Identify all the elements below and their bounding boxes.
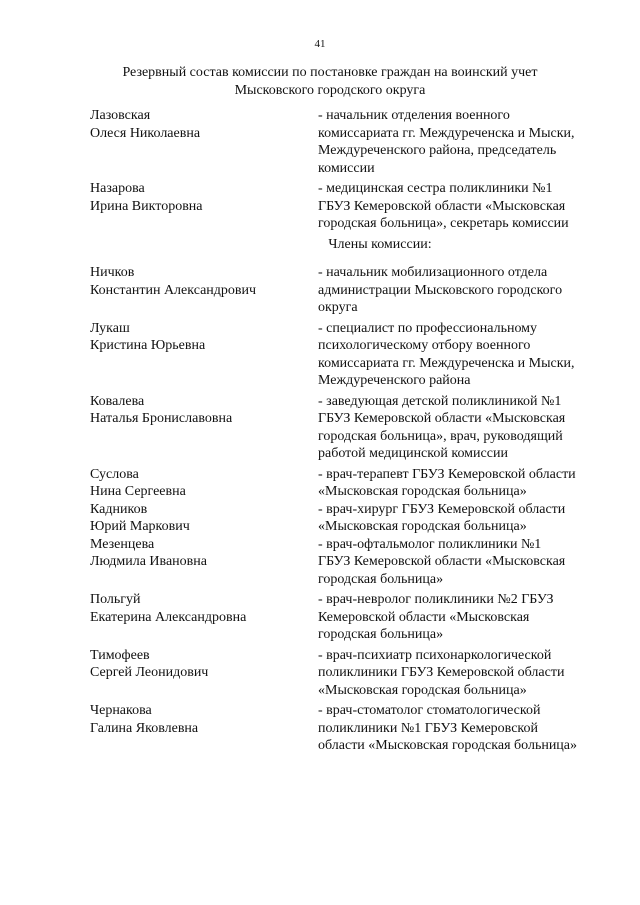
person-name [90, 591, 318, 644]
person-given-name: Наталья Брониславовна [90, 411, 233, 426]
person-surname: Тимофеев [90, 647, 150, 663]
person-given-name: Ирина Викторовна [90, 198, 203, 214]
role-line: городская больница», секретарь комиссии [318, 216, 569, 231]
person-name [90, 501, 318, 536]
role-line: округа [318, 300, 358, 315]
role-line: Междуреченского района [318, 373, 471, 388]
role-line: администрации Мысковского городского [318, 282, 563, 298]
role-line: - врач-невролог поликлиники №2 ГБУЗ [318, 592, 554, 607]
document-title [60, 64, 600, 99]
person-role [318, 180, 610, 233]
role-line: - врач-психиатр психонаркологической [318, 647, 552, 663]
person-given-name: Нина Сергеевна [90, 484, 186, 499]
role-line: «Мысковская городская больница» [318, 484, 527, 499]
person-surname: Кадников [90, 501, 148, 517]
commission-list [90, 107, 610, 758]
role-line: комиссариата гг. Междуреченска и Мыски, [318, 355, 575, 371]
person-given-name: Сергей Леонидович [90, 665, 209, 680]
person-surname: Лазовская [90, 108, 151, 123]
role-line: - врач-хирург ГБУЗ Кемеровской области [318, 501, 566, 517]
role-line: - специалист по профессиональному [318, 320, 538, 336]
person-given-name: Кристина Юрьевна [90, 338, 206, 353]
person-surname: Назарова [90, 181, 145, 196]
role-line: поликлиники №1 ГБУЗ Кемеровской [318, 720, 539, 736]
person-role [318, 264, 610, 317]
person-name [90, 702, 318, 755]
person-surname: Польгуй [90, 592, 141, 607]
person-surname: Суслова [90, 466, 139, 482]
role-line: работой медицинской комиссии [318, 446, 508, 461]
person-given-name: Олеся Николаевна [90, 125, 201, 141]
role-line: ГБУЗ Кемеровской области «Мысковская [318, 554, 566, 569]
commission-entry [90, 466, 610, 501]
role-line: - начальник мобилизационного отдела [318, 265, 548, 280]
role-line: ГБУЗ Кемеровской области «Мысковская [318, 198, 566, 214]
person-name [90, 536, 318, 589]
commission-entry [90, 647, 610, 700]
person-name [90, 107, 318, 177]
role-line: городская больница» [318, 627, 444, 642]
person-role [318, 393, 610, 463]
role-line: - врач-терапевт ГБУЗ Кемеровской области [318, 466, 576, 482]
role-line: комиссии [318, 160, 375, 176]
role-line: Кемеровской области «Мысковская [318, 609, 530, 625]
role-line: - заведующая детской поликлиникой №1 [318, 393, 562, 409]
leadership-list [90, 107, 610, 233]
role-line: - врач-офтальмолог поликлиники №1 [318, 536, 542, 552]
page-number: 41 [314, 38, 326, 50]
role-line: Междуреченского района, председатель [318, 143, 557, 158]
person-surname: Лукаш [90, 320, 130, 336]
role-line: психологическому отбору военного [318, 338, 531, 353]
role-line: - медицинская сестра поликлиники №1 [318, 181, 553, 196]
person-name [90, 647, 318, 700]
commission-entry [90, 180, 610, 233]
person-role [318, 702, 610, 755]
person-given-name: Екатерина Александровна [90, 609, 247, 625]
commission-entry [90, 107, 610, 177]
members-list [90, 264, 610, 755]
person-given-name: Галина Яковлевна [90, 720, 199, 736]
commission-entry [90, 591, 610, 644]
commission-entry [90, 702, 610, 755]
person-name [90, 393, 318, 463]
role-line: «Мысковская городская больница» [318, 682, 527, 698]
role-line: области «Мысковская городская больница» [318, 738, 578, 753]
person-role [318, 647, 610, 700]
members-heading: Члены комиссии: [328, 236, 432, 252]
role-line: «Мысковская городская больница» [318, 519, 527, 534]
person-name [90, 264, 318, 317]
person-surname: Ковалева [90, 393, 145, 409]
person-given-name: Константин Александрович [90, 282, 257, 298]
person-given-name: Людмила Ивановна [90, 554, 207, 569]
person-role [318, 591, 610, 644]
commission-entry [90, 501, 610, 536]
role-line: поликлиники ГБУЗ Кемеровской области [318, 665, 565, 680]
person-surname: Ничков [90, 265, 135, 280]
person-given-name: Юрий Маркович [90, 519, 190, 534]
person-role [318, 466, 610, 501]
person-surname: Мезенцева [90, 536, 155, 552]
person-name [90, 320, 318, 390]
commission-entry [90, 393, 610, 463]
person-role [318, 536, 610, 589]
document-title-line-2: Мысковского городского округа [234, 82, 426, 98]
person-name [90, 180, 318, 233]
person-role [318, 320, 610, 390]
role-line: - начальник отделения военного [318, 108, 510, 123]
commission-entry [90, 264, 610, 317]
document-title-line-1: Резервный состав комиссии по постановке граждан на воинский учет [122, 65, 538, 80]
role-line: ГБУЗ Кемеровской области «Мысковская [318, 411, 566, 426]
commission-entry [90, 536, 610, 589]
person-role [318, 501, 610, 536]
commission-entry [90, 320, 610, 390]
person-role [318, 107, 610, 177]
role-line: - врач-стоматолог стоматологической [318, 703, 541, 718]
role-line: городская больница» [318, 571, 444, 587]
person-surname: Чернакова [90, 703, 152, 718]
person-name [90, 466, 318, 501]
role-line: городская больница», врач, руководящий [318, 428, 563, 444]
role-line: комиссариата гг. Междуреченска и Мыски, [318, 125, 575, 141]
